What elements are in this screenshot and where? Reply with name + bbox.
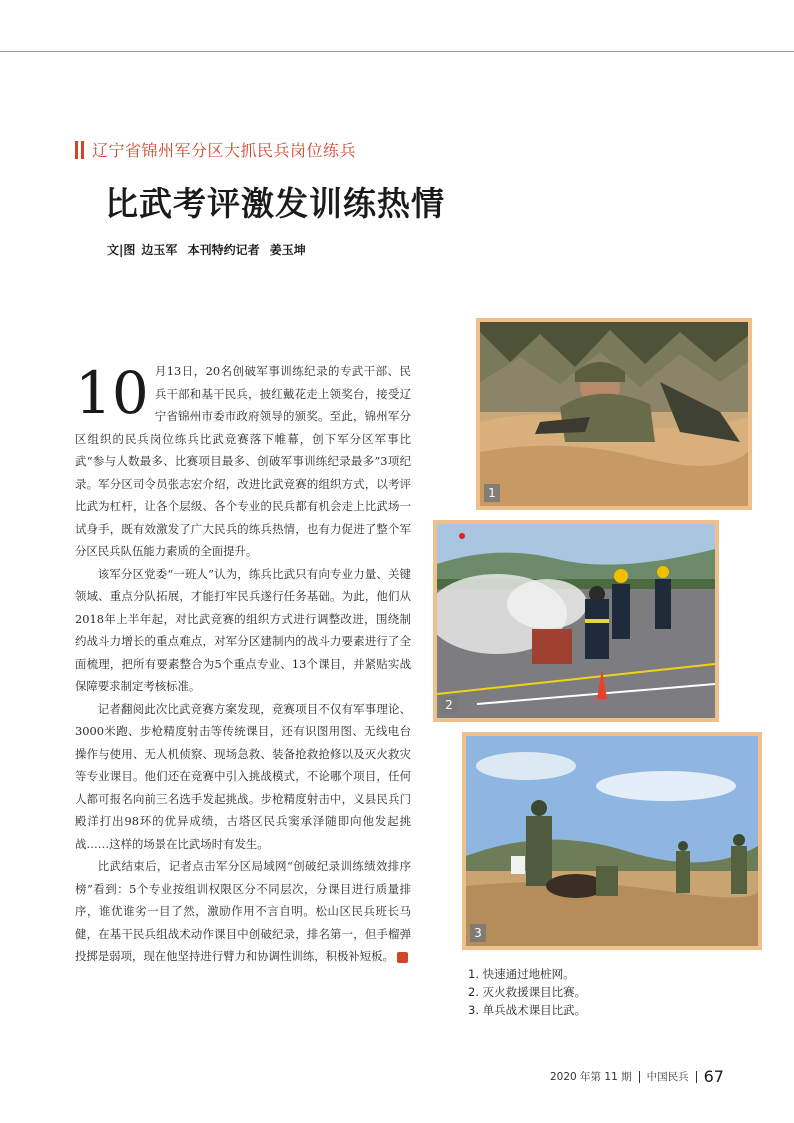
caption-1: 1. 快速通过地桩网。 — [468, 967, 575, 981]
section-tag — [75, 138, 356, 161]
photo-2-number: 2 — [441, 696, 457, 714]
byline-role: 本刊特约记者 — [187, 243, 260, 257]
section-label: 辽宁省锦州军分区大抓民兵岗位练兵 — [92, 141, 357, 160]
headline: 比武考评激发训练热情 — [105, 184, 445, 223]
paragraph-4 — [75, 855, 428, 968]
photo-3 — [462, 732, 762, 950]
caption-2: 2. 灭火救援课目比赛。 — [468, 985, 587, 999]
photo-2-image — [437, 524, 715, 718]
footer-divider — [696, 1071, 697, 1083]
footer-divider — [639, 1071, 640, 1083]
photo-1-number: 1 — [484, 484, 500, 502]
photo-1 — [476, 318, 752, 510]
page-footer — [550, 1067, 724, 1086]
paragraph-1 — [75, 360, 411, 563]
end-mark-icon: 民 — [397, 952, 408, 963]
photo-captions — [468, 965, 586, 1019]
photo-2 — [433, 520, 719, 722]
paragraph-4-text: 比武结束后，记者点击军分区局域网“创破纪录训练绩效排序榜”看到：5个专业按组训权限区分不同层次，分课目进行质量排序，谁优谁劣一目了然，激励作用不言自明。松山区民兵班长马健，在基干民兵组战术动作课目中创破纪录，排名第一，但手榴弹投掷是弱项，现在他坚持进行臂力和协调性训练，积极补短板。 — [75, 859, 411, 963]
photo-3-image — [466, 736, 758, 946]
byline-author-2: 姜玉坤 — [269, 243, 306, 257]
article-body — [75, 359, 428, 968]
paragraph-3: 记者翻阅此次比武竞赛方案发现，竞赛项目不仅有军事理论、3000米跑、步枪精度射击等传统课目，还有识图用图、无线电台操作与使用、无人机侦察、现场急救、装备抢救抢修以及灭火救灾等专业课目。他们还在竞赛中引入挑战模式，不论哪个项目，任何人都可报名向前三名选手发起挑战。步枪精度射击中，义县民兵门殿洋打出98环的优异成绩，古塔区民兵窦承泽随即向他发起挑战……这样的场景在比武场时有发生。 — [75, 701, 411, 851]
top-rule — [0, 51, 794, 52]
paragraph-1-text: 月13日，20名创破军事训练纪录的专武干部、民兵干部和基干民兵，披红戴花走上领奖台，接受辽宁省锦州市委市政府领导的颁奖。至此，锦州军分区组织的民兵岗位练兵比武竞赛落下帷幕，创下军分区军事比武“参与人数最多、比赛项目最多、创破军事训练纪录最多”3项纪录。军分区司令员张志宏介绍，改进比武竞赛的组织方式，以考评比武为杠杆，让各个层级、各个专业的民兵都有机会走上比武场一试身手，既有效激发了广大民兵的练兵热情，也有力促进了整个军分区民兵队伍能力素质的全面提升。 — [75, 364, 411, 558]
byline-author-1: 边玉军 — [141, 243, 178, 257]
footer-issue: 2020 年第 11 期 — [550, 1071, 632, 1083]
footer-magazine: 中国民兵 — [646, 1071, 689, 1083]
byline-prefix: 文|图 — [107, 243, 136, 257]
caption-3: 3. 单兵战术课目比武。 — [468, 1003, 587, 1017]
paragraph-2: 该军分区党委“一班人”认为，练兵比武只有向专业力量、关键领域、重点分队拓展，才能打牢民兵遂行任务基础。为此，他们从2018年上半年起，对比武竞赛的组织方式进行调整改进，围绕制约战斗力增长的重点难点，对军分区建制内的战斗力要素进行了全面梳理，把所有要素整合为5个重点专业、13个课目，并紧贴实战保障要求制定考核标准。 — [75, 566, 411, 693]
byline — [107, 241, 312, 258]
dropcap: 10 — [75, 359, 149, 427]
photo-1-image — [480, 322, 748, 506]
page-number: 67 — [703, 1067, 724, 1086]
photo-3-number: 3 — [470, 924, 486, 942]
section-marker-icon — [75, 141, 84, 159]
